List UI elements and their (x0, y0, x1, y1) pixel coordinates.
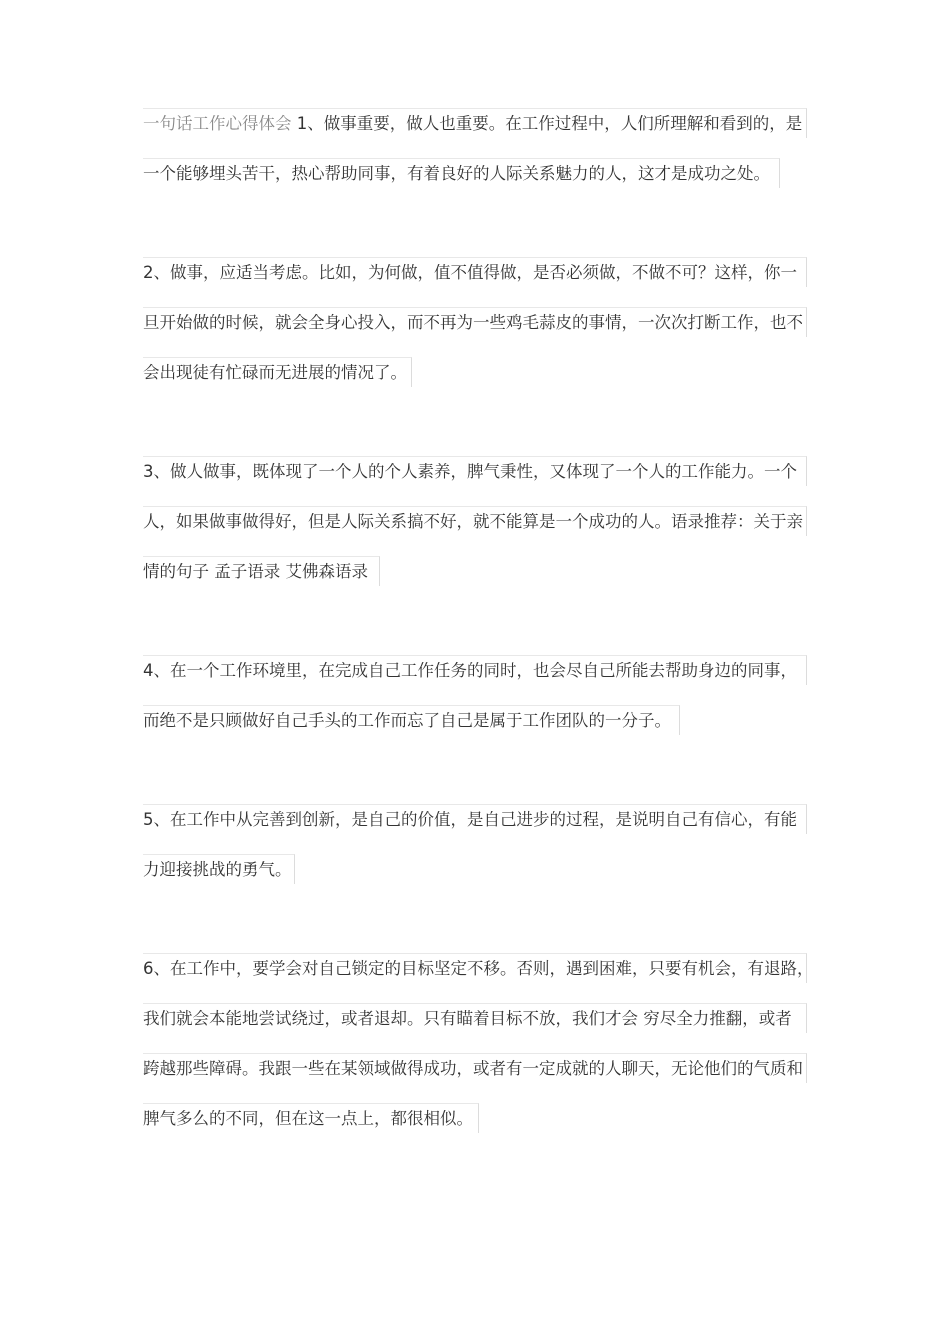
paragraph-text: 4、在一个工作环境里，在完成自己工作任务的同时，也会尽自己所能去帮助身边的同事， (143, 661, 797, 680)
paragraph-2-line-1 (143, 257, 807, 287)
paragraph-4-line-2 (143, 705, 680, 735)
paragraph-5-line-2 (143, 854, 295, 884)
paragraph-text: 一个能够埋头苦干，热心帮助同事，有着良好的人际关系魅力的人，这才是成功之处。 (143, 164, 770, 183)
paragraph-3-line-1 (143, 456, 807, 486)
paragraph-6-line-3 (143, 1053, 807, 1083)
paragraph-text: 跨越那些障碍。我跟一些在某领域做得成功，或者有一定成就的人聊天，无论他们的气质和 (143, 1059, 803, 1078)
paragraph-4-line-1 (143, 655, 807, 685)
paragraph-text: 会出现徒有忙碌而无进展的情况了。 (143, 363, 407, 382)
paragraph-2-line-3 (143, 357, 412, 387)
paragraph-text: 5、在工作中从完善到创新，是自己的价值，是自己进步的过程，是说明自己有信心，有能 (143, 810, 797, 829)
paragraph-text: 6、在工作中，要学会对自己锁定的目标坚定不移。否则，遇到困难，只要有机会，有退路， (143, 959, 814, 978)
paragraph-text: 而绝不是只顾做好自己手头的工作而忘了自己是属于工作团队的一分子。 (143, 711, 671, 730)
paragraph-text: 情的句子 孟子语录 艾佛森语录 (143, 562, 368, 581)
document-title: 一句话工作心得体会 (143, 114, 297, 133)
paragraph-text: 我们就会本能地尝试绕过，或者退却。只有瞄着目标不放，我们才会 穷尽全力推翻，或者 (143, 1009, 792, 1028)
paragraph-6-line-4 (143, 1103, 479, 1133)
paragraph-text: 1、做事重要，做人也重要。在工作过程中，人们所理解和看到的，是 (296, 114, 803, 133)
paragraph-text: 2、做事，应适当考虑。比如，为何做，值不值得做，是否必须做，不做不可？这样，你一 (143, 263, 797, 282)
paragraph-6-line-2 (143, 1003, 807, 1033)
paragraph-text: 人，如果做事做得好，但是人际关系搞不好，就不能算是一个成功的人。语录推荐：关于亲 (143, 512, 803, 531)
paragraph-3-line-2 (143, 506, 807, 536)
paragraph-text: 旦开始做的时候，就会全身心投入，而不再为一些鸡毛蒜皮的事情，一次次打断工作，也不 (143, 313, 803, 332)
paragraph-text: 脾气多么的不同，但在这一点上，都很相似。 (143, 1109, 473, 1128)
paragraph-3-line-3 (143, 556, 380, 586)
paragraph-1-line-2 (143, 158, 780, 188)
paragraph-2-line-2 (143, 307, 807, 337)
paragraph-6-line-1 (143, 953, 814, 983)
paragraph-1-line-1 (143, 108, 807, 138)
paragraph-text: 力迎接挑战的勇气。 (143, 860, 292, 879)
paragraph-text: 3、做人做事，既体现了一个人的个人素养，脾气秉性，又体现了一个人的工作能力。一个 (143, 462, 797, 481)
paragraph-5-line-1 (143, 804, 807, 834)
